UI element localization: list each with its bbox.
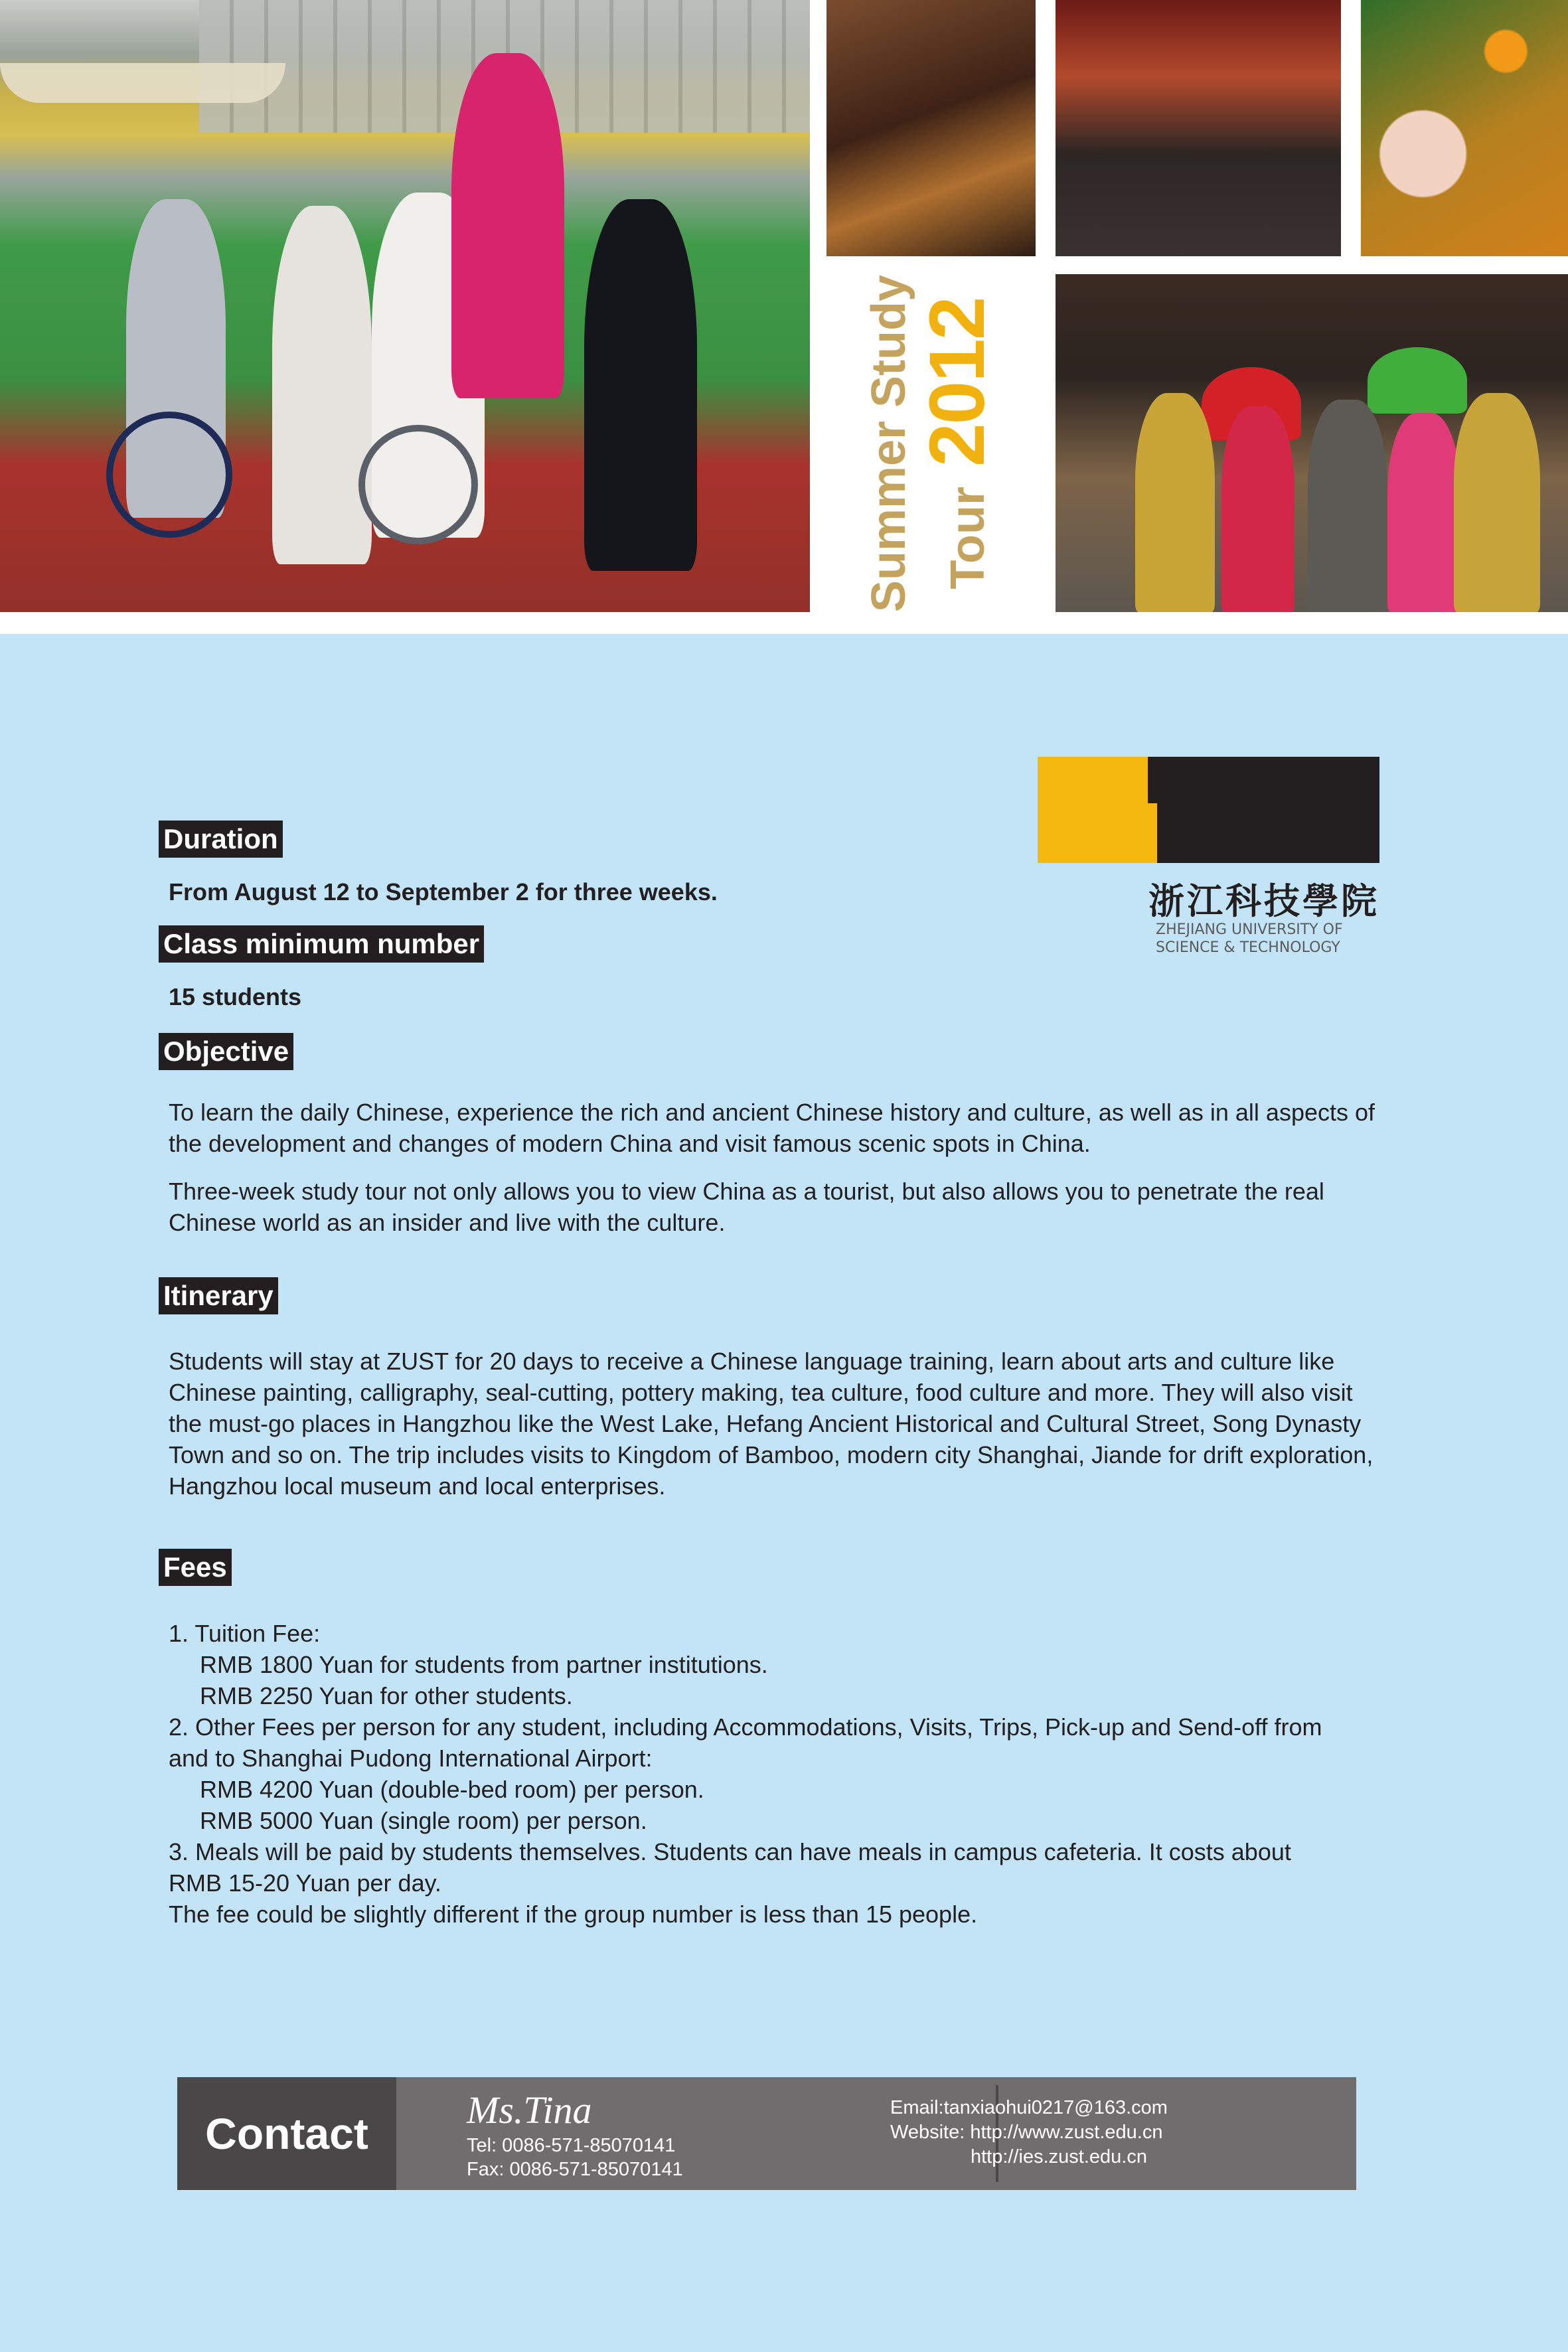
fees-line: RMB 4200 Yuan (double-bed room) per person. (200, 1776, 704, 1803)
fees-line: RMB 5000 Yuan (single room) per person. (200, 1807, 647, 1834)
class-minimum-heading: Class minimum number (159, 925, 484, 963)
fees-line: RMB 2250 Yuan for other students. (200, 1682, 573, 1709)
contact-label-box (177, 2077, 396, 2190)
photo-students-at-market (1056, 0, 1341, 256)
fees-line: The fee could be slightly different if the group number is less than 15 people. (169, 1901, 978, 1928)
logo-english-name (1156, 921, 1343, 957)
fees-line: RMB 15-20 Yuan per day. (169, 1869, 441, 1897)
fees-line: RMB 1800 Yuan for students from partner institutions. (200, 1651, 768, 1678)
objective-paragraph-2 (169, 1176, 1383, 1238)
contact-website-2[interactable]: http://ies.zust.edu.cn (971, 2146, 1147, 2167)
photo-student-with-oranges (1361, 0, 1568, 256)
itinerary-text: Students will stay at ZUST for 20 days to receive a Chinese language training, learn about arts and culture like Chinese painting, calligraphy, seal-cutting, pottery making, tea culture, food culture and more. They will also visit the must-go places in Hangzhou like the West Lake, Hefang Ancient Historical and Cultural Street, Song Dynasty Town and so on. The trip includes visits to Kingdom of Bamboo, modern city Shanghai, Jiande for drift exploration, Hangzhou local museum and local enterprises. (169, 1348, 1373, 1500)
fees-line: 1. Tuition Fee: (169, 1620, 321, 1647)
contact-tel: Tel: 0086-571-85070141 (467, 2135, 676, 2156)
photo-student-with-performer (826, 0, 1036, 256)
contact-email[interactable]: Email:tanxiaohui0217@163.com (890, 2097, 1168, 2118)
class-minimum-text: 15 students (169, 983, 302, 1010)
contact-bar (177, 2077, 1356, 2190)
fees-line: 2. Other Fees per person for any student, including Accommodations, Visits, Trips, Pick-up and Send-off from (169, 1713, 1322, 1741)
tour-title-line1: Summer Study (862, 274, 916, 612)
tour-title (826, 274, 1036, 612)
contact-fax: Fax: 0086-571-85070141 (467, 2159, 683, 2180)
logo-english-line1: ZHEJIANG UNIVERSITY OF (1156, 921, 1343, 938)
tour-title-year: 2012 (913, 297, 1002, 467)
contact-label: Contact (205, 2109, 368, 2158)
objective-paragraph-1 (169, 1097, 1383, 1159)
photo-students-with-bicycles (0, 0, 810, 612)
photo-students-in-costumes (1056, 274, 1568, 612)
duration-heading: Duration (159, 821, 283, 858)
contact-website-1[interactable]: Website: http://www.zust.edu.cn (890, 2122, 1163, 2143)
fees-list (169, 1618, 1397, 1930)
duration-text: From August 12 to September 2 for three weeks. (169, 878, 718, 905)
university-logo (1038, 757, 1379, 956)
logo-english-line2: SCIENCE & TECHNOLOGY (1156, 939, 1340, 956)
objective-text-2: Three-week study tour not only allows you to view China as a tourist, but also allows you to penetrate the real Chinese world as an insider and live with the culture. (169, 1178, 1324, 1236)
fees-heading: Fees (159, 1549, 232, 1586)
logo-black-block (1157, 757, 1379, 863)
objective-heading: Objective (159, 1033, 293, 1070)
fees-line: 3. Meals will be paid by students themselves. Students can have meals in campus cafeteria. It costs about (169, 1838, 1291, 1865)
contact-name: Ms.Tina (467, 2088, 592, 2132)
logo-chinese-name: 浙江科技學院 (1148, 880, 1379, 922)
fees-line: and to Shanghai Pudong International Airport: (169, 1745, 653, 1772)
objective-text-1: To learn the daily Chinese, experience the rich and ancient Chinese history and culture, as well as in all aspects of the development and changes of modern China and visit famous scenic spots in China. (169, 1099, 1375, 1157)
itinerary-heading: Itinerary (159, 1277, 278, 1314)
logo-yellow-block (1038, 757, 1157, 863)
tour-title-tour: Tour (941, 486, 995, 589)
